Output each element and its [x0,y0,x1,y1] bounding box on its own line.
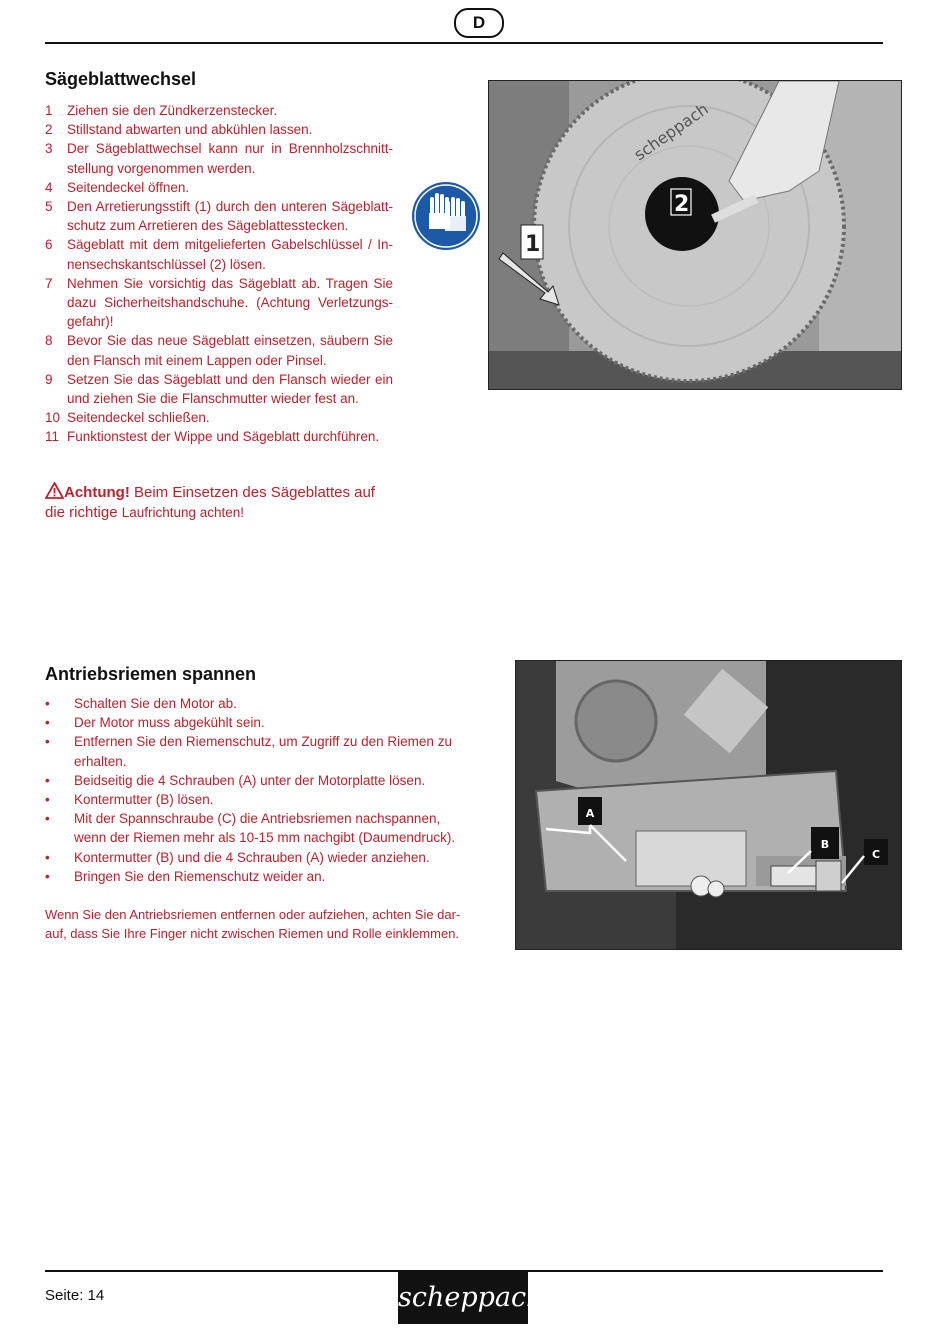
warning-text: Beim Einsetzen des Sägeblattes auf die richtige [45,484,375,521]
bullet-dot: • [45,696,50,711]
bullet-item [45,694,471,713]
scheppach-logo: scheppach [398,1272,528,1324]
step-number: 4 [45,179,53,195]
bullet-dot: • [45,811,50,827]
step-number: 10 [45,410,61,426]
step-item [45,427,393,446]
bullet-text: Mit der Spannschraube (C) die Antriebsriemen nachspannen, wenn der Riemen mehr als 10-15 mm nachgibt (Daumendruck). [74,811,456,846]
step-text: Stillstand abwarten und abkühlen lassen. [67,122,313,138]
warning-note [45,482,397,523]
step-text: Setzen Sie das Sägeblatt und den Flansch wieder ein und ziehen Sie die Flanschmutter wieder fest an. [67,371,393,407]
bullet-text: Schalten Sie den Motor ab. [74,696,237,711]
step-number: 5 [45,199,53,215]
bullet-text: Kontermutter (B) und die 4 Schrauben (A) wieder anziehen. [74,849,430,865]
warning-label: Achtung! [64,484,130,501]
bullet-dot: • [45,772,50,788]
wrench-marker-2: 2 [674,192,690,217]
step-number: 8 [45,333,53,349]
step-number: 6 [45,237,53,253]
bullet-text: Der Motor muss abgekühlt sein. [74,715,265,731]
step-text: Den Arretierungsstift (1) durch den unteren Sägeblatt-schutz zum Arretieren des Sägeblattesstecken. [67,199,393,234]
step-item [45,274,393,332]
blade-brand-label: scheppach [630,99,712,165]
bullet-dot: • [45,849,50,865]
step-item [45,370,393,408]
step-item [45,197,393,235]
blade-change-photo [488,80,902,390]
bullet-item [45,713,471,732]
header-rule [45,42,883,44]
bullet-item [45,809,471,847]
bullet-item [45,867,471,886]
pin-marker-1: 1 [525,232,541,257]
blade-change-steps [45,101,393,447]
step-number: 3 [45,141,53,157]
step-item [45,139,393,177]
step-number: 2 [45,122,53,138]
step-text: Sägeblatt mit dem mitgelieferten Gabelschlüssel / In-nensechskantschlüssel (2) lösen. [67,237,393,272]
section-title-belt-tension: Antriebsriemen spannen [45,664,257,684]
warning-text-small: Laufrichtung achten! [121,505,245,520]
warning-triangle-icon [45,482,64,499]
step-text: Nehmen Sie vorsichtig das Sägeblatt ab. Tragen Sie dazu Sicherheitshandschuhe. (Achtung Verletzungs-gefahr)! [67,275,393,330]
step-item [45,235,393,273]
bullet-dot: • [45,792,50,808]
bullet-item [45,848,471,867]
step-text: Bevor Sie das neue Sägeblatt einsetzen, säubern Sie den Flansch mit einem Lappen oder Pinsel. [67,333,393,368]
bullet-text: Entfernen Sie den Riemenschutz, um Zugriff zu den Riemen zu erhalten. [74,734,452,769]
step-item [45,120,393,139]
step-number: 11 [45,429,60,445]
marker-b: B [820,838,830,851]
bullet-item [45,771,471,790]
language-badge: D [454,8,504,38]
belt-tension-bullets [45,694,471,886]
section-title-blade-change: Sägeblattwechsel [45,69,197,89]
bullet-dot: • [45,734,50,750]
step-number: 7 [45,275,53,291]
step-text: Ziehen sie den Zündkerzenstecker. [67,103,278,118]
step-item [45,178,393,197]
marker-a: A [585,807,595,820]
bullet-item [45,790,471,809]
step-text: Funktionstest der Wippe und Sägeblatt durchführen. [67,429,380,445]
bullet-text: Kontermutter (B) lösen. [74,792,214,808]
bullet-text: Bringen Sie den Riemenschutz weider an. [74,868,326,884]
step-number: 9 [45,371,53,387]
marker-c: C [871,848,881,861]
step-text: Seitendeckel schließen. [67,410,210,426]
step-item [45,101,393,120]
bullet-item [45,732,471,770]
step-item [45,331,393,369]
belt-tension-photo [515,660,902,950]
step-text: Der Sägeblattwechsel kann nur in Brennholzschnitt-stellung vorgenommen werden. [67,141,393,176]
belt-safety-note: Wenn Sie den Antriebsriemen entfernen oder aufziehen, achten Sie dar-auf, dass Sie Ihre Finger nicht zwischen Riemen und Rolle einklemmen. [45,907,461,941]
step-item [45,408,393,427]
bullet-dot: • [45,715,50,731]
bullet-text: Beidseitig die 4 Schrauben (A) unter der Motorplatte lösen. [74,772,426,788]
safety-gloves-icon [411,181,481,251]
bullet-dot: • [45,868,50,884]
step-number: 1 [45,103,53,118]
page-number: Seite: 14 [45,1287,105,1304]
step-text: Seitendeckel öffnen. [67,179,190,195]
